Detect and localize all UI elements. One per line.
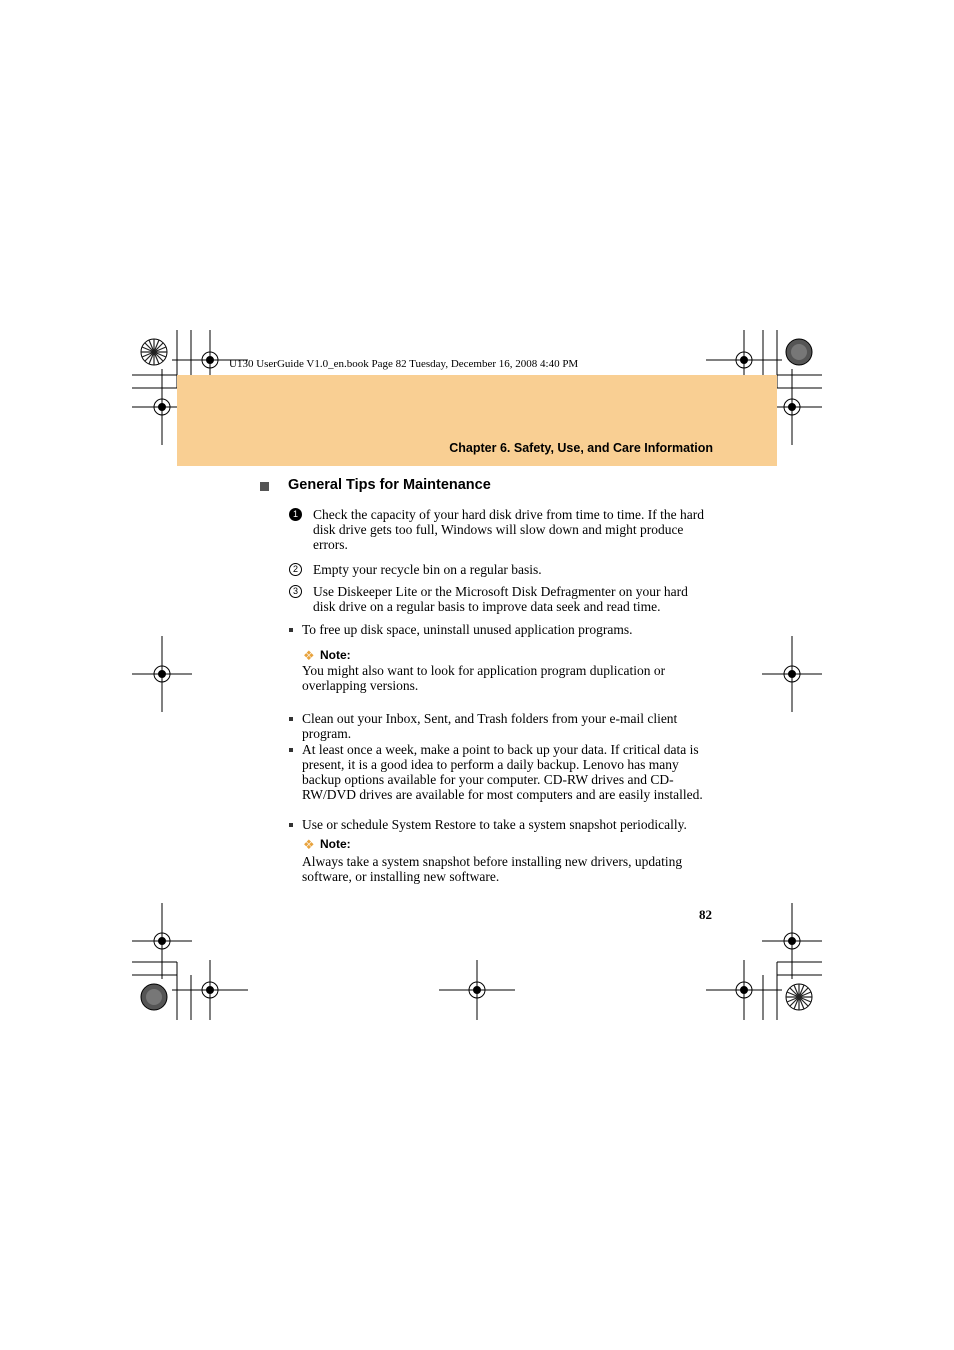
number-badge-2: 2 xyxy=(289,563,302,576)
note-text: You might also want to look for application program duplication or overlapping versions. xyxy=(302,663,666,693)
bullet-item-1: To free up disk space, uninstall unused application programs. xyxy=(302,622,633,637)
note-diamond-icon: ❖ xyxy=(303,837,315,852)
note-label: Note: xyxy=(320,837,351,851)
numbered-item-2: Empty your recycle bin on a regular basis. xyxy=(313,562,542,577)
header-band xyxy=(177,375,777,466)
number-badge-1: 1 xyxy=(289,508,302,521)
bullet-item-3: At least once a week, make a point to back up your data. If critical data is present, it is a good idea to perform a daily backup. Lenovo has many backup options available for your computer. CD-RW drives and CD-RW/DVD drives are available for most computers and are easily installed. xyxy=(302,742,703,802)
note-text: Always take a system snapshot before installing new drivers, updating software, or installing new software. xyxy=(302,854,683,884)
section-title: General Tips for Maintenance xyxy=(288,477,491,493)
bullet-marker xyxy=(289,823,293,827)
number-badge-3: 3 xyxy=(289,585,302,598)
bullet-marker xyxy=(289,717,293,721)
bullet-item-4: Use or schedule System Restore to take a system snapshot periodically. xyxy=(302,817,687,832)
numbered-item-3: Use Diskeeper Lite or the Microsoft Disk Defragmenter on your hard disk drive on a regular basis to improve data seek and read time. xyxy=(313,584,688,614)
section-bullet xyxy=(260,482,269,491)
note-diamond-icon: ❖ xyxy=(303,648,315,663)
page-number: 82 xyxy=(699,907,712,922)
bullet-item-2: Clean out your Inbox, Sent, and Trash folders from your e-mail client program. xyxy=(302,711,678,741)
bullet-marker xyxy=(289,628,293,632)
numbered-item-1: Check the capacity of your hard disk drive from time to time. If the hard disk drive gets too full, Windows will slow down and might produce errors. xyxy=(313,507,704,552)
note-label: Note: xyxy=(320,648,351,662)
bullet-marker xyxy=(289,748,293,752)
chapter-title: Chapter 6. Safety, Use, and Care Information xyxy=(449,441,713,455)
print-info: U130 UserGuide V1.0_en.book Page 82 Tuesday, December 16, 2008 4:40 PM xyxy=(229,358,579,370)
